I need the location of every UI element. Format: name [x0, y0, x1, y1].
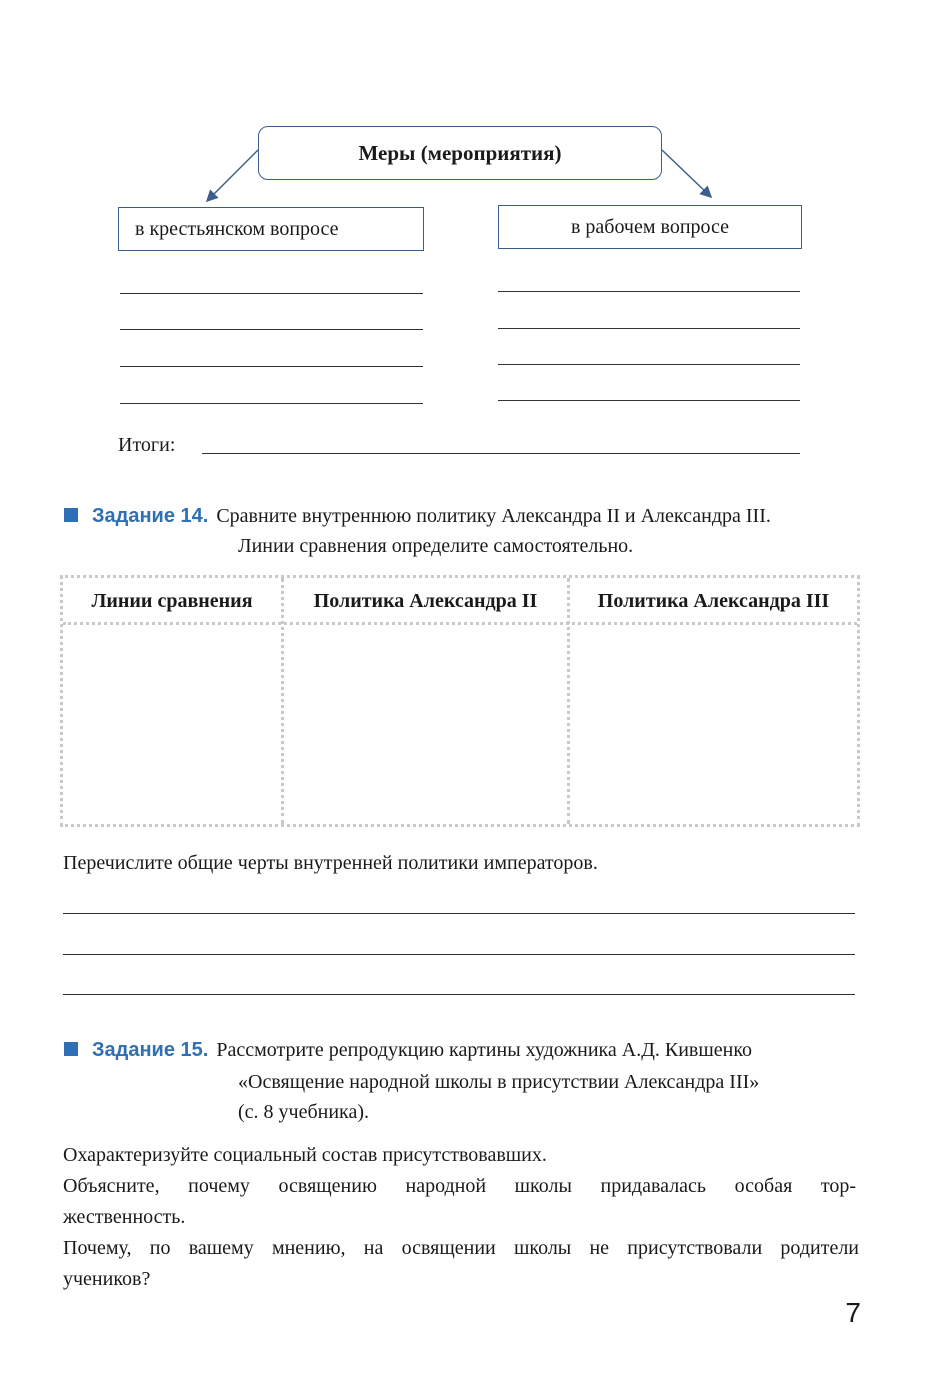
task14-text-line2: Линии сравнения определите самостоятельно.	[238, 535, 634, 557]
task15-text-line3: (с. 8 учебника).	[238, 1101, 370, 1123]
answer-line-left-1[interactable]	[120, 293, 423, 294]
table-cell-lines[interactable]	[67, 628, 277, 820]
answer-line-left-4[interactable]	[120, 403, 423, 404]
task14-answer-line-3[interactable]	[63, 994, 855, 995]
table-cell-alexander2[interactable]	[288, 628, 563, 820]
table-col-divider-1	[281, 578, 284, 824]
task14-heading	[64, 500, 771, 532]
category-worker-box	[498, 205, 802, 249]
category-peasant-label: в крестьянском вопросе	[135, 217, 339, 240]
task14-marker-icon	[64, 508, 78, 522]
answer-line-right-3[interactable]	[498, 364, 800, 365]
table-header-lines: Линии сравнения	[91, 590, 253, 612]
task14-answer-line-2[interactable]	[63, 954, 855, 955]
task15-question3-line1: Почему, по вашему мнению, на освящении школы не присутствовали родители	[63, 1237, 859, 1259]
answer-line-right-4[interactable]	[498, 400, 800, 401]
task14-text-line1: Сравните внутреннюю политику Александра II и Александра III.	[216, 505, 771, 527]
task15-heading	[64, 1034, 752, 1066]
table-header-alexander2: Политика Александра II	[313, 590, 538, 612]
task15-text-line1: Рассмотрите репродукцию картины художника А.Д. Кившенко	[216, 1039, 753, 1061]
task15-question3-line2: учеников?	[63, 1268, 151, 1290]
answer-line-left-3[interactable]	[120, 366, 423, 367]
category-peasant-box	[118, 207, 424, 251]
table-cell-alexander3[interactable]	[574, 628, 854, 820]
table-col-divider-2	[567, 578, 570, 824]
category-worker-label: в рабочем вопросе	[570, 215, 730, 238]
task15-question2-line2: жественность.	[63, 1206, 186, 1228]
task15-text-line2: «Освящение народной школы в присутствии Александра III»	[238, 1071, 760, 1093]
comparison-table	[60, 575, 860, 827]
task15-question1: Охарактеризуйте социальный состав присутствовавших.	[63, 1144, 547, 1166]
task15-question2-line1: Объясните, почему освящению народной школы придавалась особая тор-	[63, 1175, 856, 1197]
answer-line-right-2[interactable]	[498, 328, 800, 329]
answer-line-right-1[interactable]	[498, 291, 800, 292]
arrow-left	[208, 150, 258, 200]
answer-line-left-2[interactable]	[120, 329, 423, 330]
task15-marker-icon	[64, 1042, 78, 1056]
diagram-title: Меры (мероприятия)	[358, 140, 562, 165]
table-header-divider	[63, 622, 857, 625]
task14-label: Задание 14.	[92, 505, 209, 527]
itogi-answer-line[interactable]	[202, 453, 800, 454]
itogi-label: Итоги:	[118, 434, 176, 456]
table-header-alexander3: Политика Александра III	[597, 590, 830, 612]
arrow-right	[662, 150, 710, 196]
task14-answer-line-1[interactable]	[63, 913, 855, 914]
page-number: 7	[845, 1297, 861, 1328]
task15-label: Задание 15.	[92, 1039, 209, 1061]
task14-question: Перечислите общие черты внутренней политики императоров.	[63, 852, 598, 874]
